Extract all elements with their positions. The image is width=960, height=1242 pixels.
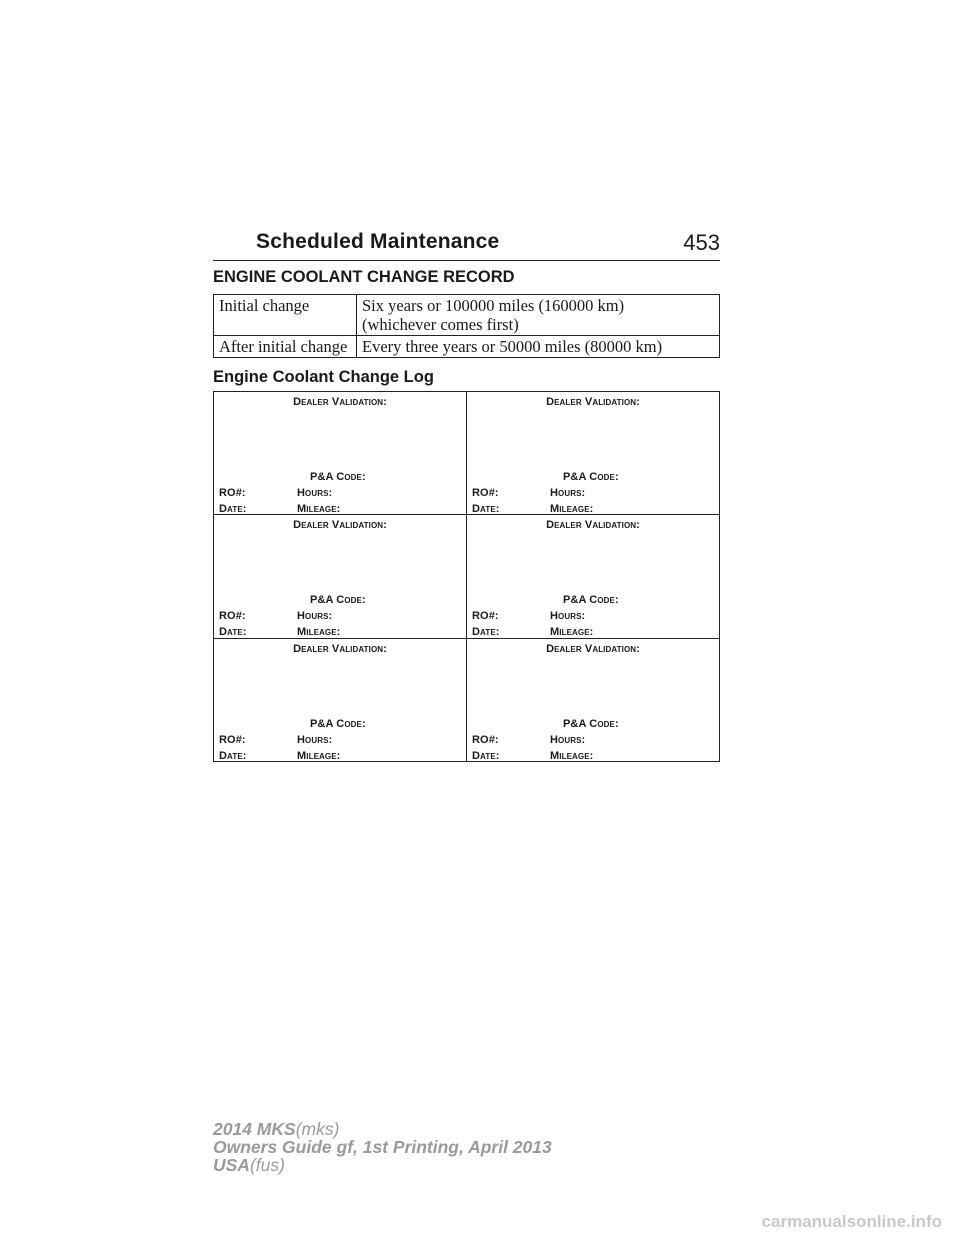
footer-market-code: (fus) [249,1155,285,1175]
pa-code-label: P&A Code: [310,594,366,607]
footer-line [213,1120,552,1138]
hours-label: Hours: [297,733,333,746]
pa-code-label: P&A Code: [310,717,366,730]
log-entry [214,515,467,638]
ro-label: RO#: [219,610,246,623]
spec-value-line: (whichever comes first) [362,315,519,334]
section-title: Scheduled Maintenance [256,230,500,253]
mileage-label: Mileage: [550,626,594,639]
dealer-validation-label: Dealer Validation: [293,642,387,655]
dealer-validation-label: Dealer Validation: [546,396,640,408]
table-row [214,295,720,336]
date-label: Date: [472,749,500,762]
dealer-validation-label: Dealer Validation: [293,396,387,408]
print-footer [213,1120,552,1174]
page-header [213,228,720,261]
mileage-label: Mileage: [297,749,341,762]
date-label: Date: [219,749,247,762]
mileage-label: Mileage: [297,503,341,515]
pa-code-label: P&A Code: [563,717,619,730]
watermark: carmanualsonline.info [761,1212,942,1231]
dealer-validation-label: Dealer Validation: [293,519,387,532]
log-row [214,392,720,515]
hours-label: Hours: [297,610,333,623]
spec-value [357,295,720,336]
footer-line: Owners Guide gf, 1st Printing, April 2013 [213,1137,552,1157]
log-entry [214,638,467,761]
log-row [214,515,720,638]
page-number: 453 [683,230,720,255]
footer-line [213,1156,552,1174]
ro-label: RO#: [219,487,246,499]
hours-label: Hours: [550,733,586,746]
ro-label: RO#: [472,487,499,499]
spec-value-line: Six years or 100000 miles (160000 km) [362,296,625,315]
spec-value: Every three years or 50000 miles (80000 km) [357,336,720,358]
ro-label: RO#: [472,610,499,623]
ro-label: RO#: [472,733,499,746]
record-heading: ENGINE COOLANT CHANGE RECORD [213,268,515,286]
log-entry [467,515,720,638]
log-entry [214,392,467,515]
log-entry [467,392,720,515]
hours-label: Hours: [297,487,333,499]
footer-model-code: (mks) [295,1119,340,1139]
log-heading: Engine Coolant Change Log [213,368,434,386]
coolant-change-table [213,294,720,358]
mileage-label: Mileage: [550,503,594,515]
pa-code-label: P&A Code: [563,594,619,607]
date-label: Date: [472,503,500,515]
dealer-validation-label: Dealer Validation: [546,642,640,655]
ro-label: RO#: [219,733,246,746]
footer-market: USA [213,1155,250,1175]
dealer-validation-label: Dealer Validation: [546,519,640,532]
log-row [214,638,720,761]
date-label: Date: [472,626,500,639]
table-row [214,336,720,358]
mileage-label: Mileage: [297,626,341,639]
spec-label: After initial change [214,336,357,358]
hours-label: Hours: [550,610,586,623]
pa-code-label: P&A Code: [563,471,619,483]
date-label: Date: [219,626,247,639]
mileage-label: Mileage: [550,749,594,762]
log-entry [467,638,720,761]
spec-label: Initial change [214,295,357,336]
pa-code-label: P&A Code: [310,471,366,483]
hours-label: Hours: [550,487,586,499]
coolant-change-log [213,391,720,762]
date-label: Date: [219,503,247,515]
footer-model: 2014 MKS [213,1119,296,1139]
